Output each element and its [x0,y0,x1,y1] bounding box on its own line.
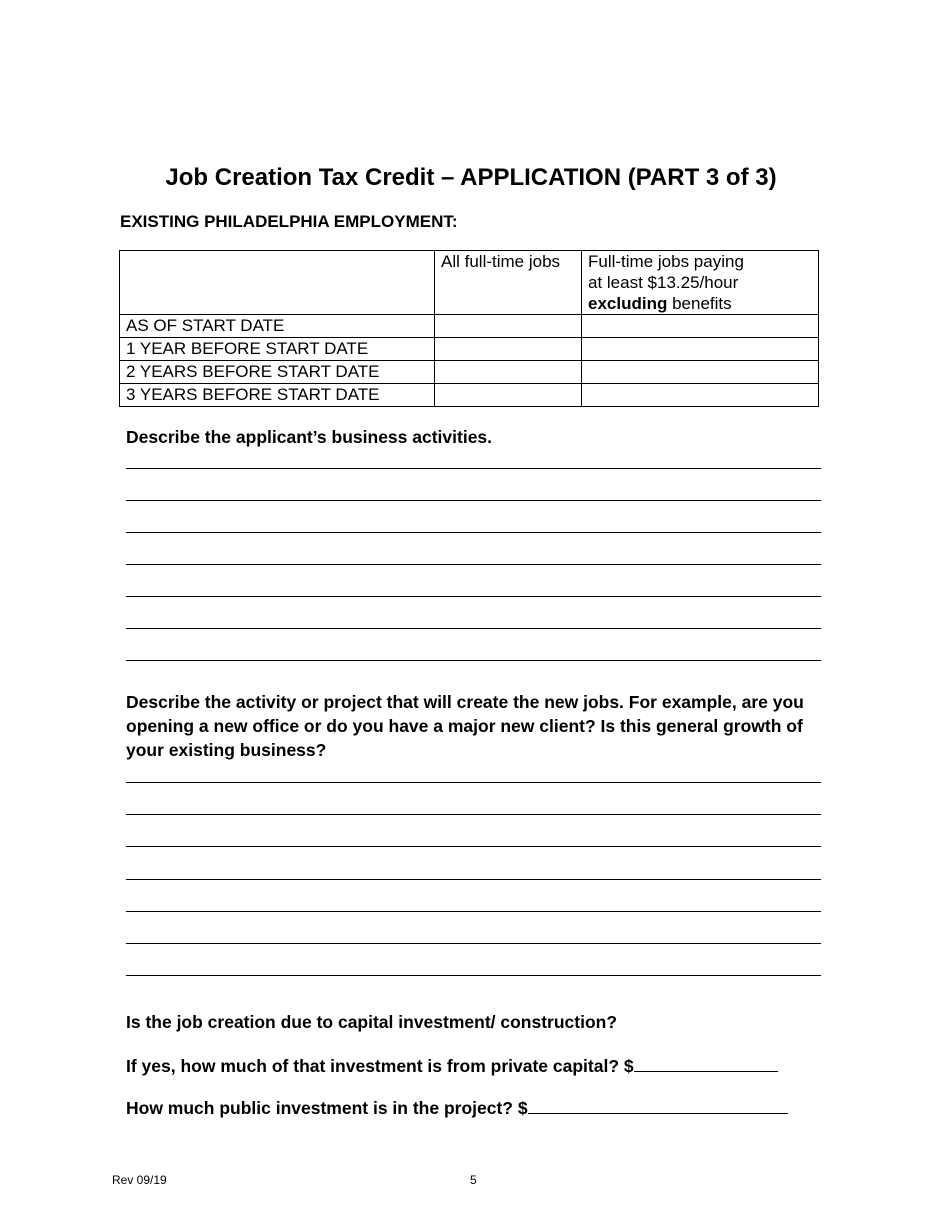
table-header-empty [120,251,435,315]
header-bold-word: excluding [588,294,668,313]
private-capital-amount-field[interactable] [634,1053,778,1072]
answer-line[interactable] [126,628,821,629]
paying-jobs-cell[interactable] [582,361,819,384]
row-label: 2 YEARS BEFORE START DATE [120,361,435,384]
answer-line[interactable] [126,500,821,501]
page-number: 5 [470,1173,477,1187]
answer-line[interactable] [126,879,821,880]
answer-line[interactable] [126,814,821,815]
answer-line[interactable] [126,975,821,976]
capital-investment-question: Is the job creation due to capital investment/ construction? [126,1012,618,1032]
answer-line[interactable] [126,943,821,944]
table-row [120,315,819,338]
employment-table [119,250,819,407]
answer-line[interactable] [126,468,821,469]
row-label: 3 YEARS BEFORE START DATE [120,384,435,407]
answer-line[interactable] [126,564,821,565]
all-jobs-cell[interactable] [435,338,582,361]
all-jobs-cell[interactable] [435,361,582,384]
table-row [120,384,819,407]
header-line-3 [588,293,812,314]
public-investment-amount-field[interactable] [528,1095,788,1114]
private-capital-question [126,1053,826,1078]
header-line-1: Full-time jobs paying [588,252,744,271]
paying-jobs-cell[interactable] [582,315,819,338]
answer-line[interactable] [126,846,821,847]
row-label: AS OF START DATE [120,315,435,338]
all-jobs-cell[interactable] [435,384,582,407]
public-investment-label: How much public investment is in the project? $ [126,1098,528,1118]
table-header-paying-jobs [582,251,819,315]
public-investment-question [126,1095,826,1120]
header-line-2: at least $13.25/hour [588,273,739,292]
page-title: Job Creation Tax Credit – APPLICATION (PART 3 of 3) [165,164,777,191]
paying-jobs-cell[interactable] [582,384,819,407]
paying-jobs-cell[interactable] [582,338,819,361]
answer-line[interactable] [126,596,821,597]
table-row [120,338,819,361]
revision-label: Rev 09/19 [112,1173,167,1187]
private-capital-label: If yes, how much of that investment is from private capital? $ [126,1056,634,1076]
answer-line[interactable] [126,660,821,661]
table-header-row [120,251,819,315]
project-activity-question: Describe the activity or project that will create the new jobs. For example, are you opening a new office or do you have a major new client? Is this general growth of your existing business? [126,692,804,760]
answer-line[interactable] [126,782,821,783]
all-jobs-cell[interactable] [435,315,582,338]
section-heading: EXISTING PHILADELPHIA EMPLOYMENT: [120,212,458,231]
table-row [120,361,819,384]
row-label: 1 YEAR BEFORE START DATE [120,338,435,361]
table-header-all-jobs: All full-time jobs [435,251,582,315]
header-line-3-rest: benefits [667,294,732,313]
answer-line[interactable] [126,911,821,912]
answer-line[interactable] [126,532,821,533]
business-activities-question: Describe the applicant’s business activities. [126,427,493,447]
